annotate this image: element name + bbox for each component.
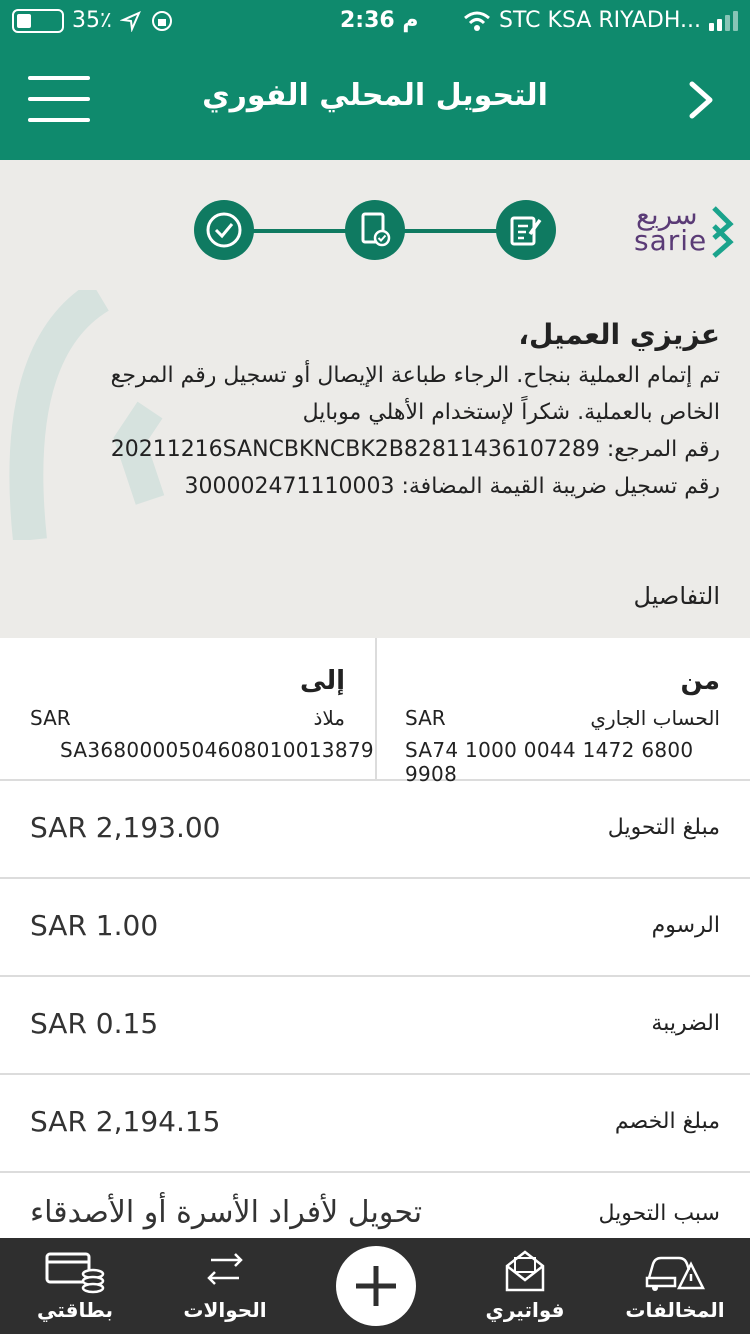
to-currency: SAR — [30, 706, 71, 730]
wifi-icon — [463, 10, 491, 32]
detail-label: الرسوم — [651, 913, 720, 938]
to-heading: إلى — [300, 666, 345, 696]
carrier-name: STC KSA RIYADH... — [499, 8, 701, 33]
transfer-arrows-icon — [195, 1248, 255, 1294]
sarie-chevron-icon — [708, 204, 736, 258]
detail-value: SAR 2,194.15 — [30, 1105, 221, 1138]
tab-violations[interactable] — [600, 1238, 750, 1334]
detail-row-transfer-amount — [0, 781, 750, 879]
detail-row-debit-amount — [0, 1075, 750, 1173]
details-title: التفاصيل — [633, 582, 720, 610]
tab-bills[interactable] — [450, 1238, 600, 1334]
page-title: التحويل المحلي الفوري — [202, 78, 548, 113]
detail-label: مبلغ التحويل — [607, 815, 720, 840]
step-confirm-icon — [345, 200, 405, 260]
bills-envelope-icon — [495, 1248, 555, 1294]
to-account-name: ملاذ — [313, 706, 345, 730]
rotation-lock-icon — [150, 9, 174, 33]
status-bar — [0, 0, 750, 44]
vat-value: 300002471110003 — [184, 474, 395, 499]
sarie-logo-arabic: سريع — [636, 198, 698, 231]
vat-number — [60, 468, 720, 505]
detail-value: SAR 1.00 — [30, 909, 159, 942]
tab-violations-label: المخالفات — [625, 1298, 725, 1322]
detail-row-transfer-reason — [0, 1173, 750, 1238]
sarie-logo-english: sarie — [634, 224, 708, 257]
location-icon — [120, 10, 142, 32]
signal-icon — [709, 11, 738, 31]
detail-value: SAR 2,193.00 — [30, 811, 221, 844]
from-account — [377, 638, 750, 786]
progress-stepper — [194, 200, 556, 262]
detail-label: مبلغ الخصم — [614, 1109, 720, 1134]
tab-transfers-label: الحوالات — [183, 1298, 267, 1322]
tab-cards[interactable] — [0, 1238, 150, 1334]
from-iban: SA74 1000 0044 1472 6800 9908 — [405, 738, 694, 786]
reference-number — [60, 431, 720, 468]
add-button[interactable] — [336, 1246, 416, 1326]
from-currency: SAR — [405, 706, 446, 730]
status-right — [463, 8, 738, 33]
column-divider — [375, 638, 377, 781]
step-edit-icon — [496, 200, 556, 260]
battery-icon — [12, 9, 64, 33]
reference-label: رقم المرجع: — [606, 437, 720, 462]
vat-label: رقم تسجيل ضريبة القيمة المضافة: — [401, 474, 720, 499]
bottom-tab-bar — [0, 1238, 750, 1334]
detail-value: SAR 0.15 — [30, 1007, 159, 1040]
step-complete-icon — [194, 200, 254, 260]
tab-cards-label: بطاقتي — [37, 1298, 113, 1322]
message-line-1: تم إتمام العملية بنجاح. الرجاء طباعة الإيصال أو تسجيل رقم المرجع — [110, 363, 720, 388]
from-heading: من — [680, 666, 720, 696]
tab-transfers[interactable] — [150, 1238, 300, 1334]
chevron-right-icon[interactable] — [684, 80, 720, 120]
from-account-name: الحساب الجاري — [590, 706, 720, 730]
tab-bills-label: فواتيري — [485, 1298, 565, 1322]
sarie-logo — [630, 198, 740, 260]
status-left — [12, 8, 174, 33]
to-account — [0, 638, 375, 781]
status-time: 2:36 م — [340, 8, 419, 33]
from-to-section — [0, 638, 750, 786]
details-panel — [0, 638, 750, 1238]
detail-row-tax — [0, 977, 750, 1075]
plus-icon — [353, 1263, 399, 1309]
cards-icon — [45, 1248, 105, 1294]
greeting: عزيزي العميل، — [518, 318, 720, 351]
message-line-2: الخاص بالعملية. شكراً لإستخدام الأهلي موبايل — [302, 400, 720, 425]
app-header — [0, 44, 750, 160]
detail-label: الضريبة — [651, 1011, 720, 1036]
battery-percent: 35٪ — [72, 8, 112, 33]
reference-value[interactable]: 20211216SANCBKNCBK2B82811436107289 — [110, 437, 600, 462]
detail-label: سبب التحويل — [598, 1201, 720, 1226]
to-iban: SA3680000504608010013879 — [60, 738, 374, 762]
car-warning-icon — [645, 1248, 705, 1294]
detail-row-fees — [0, 879, 750, 977]
detail-value: تحويل لأفراد الأسرة أو الأصدقاء — [30, 1195, 423, 1230]
success-message — [60, 318, 720, 505]
